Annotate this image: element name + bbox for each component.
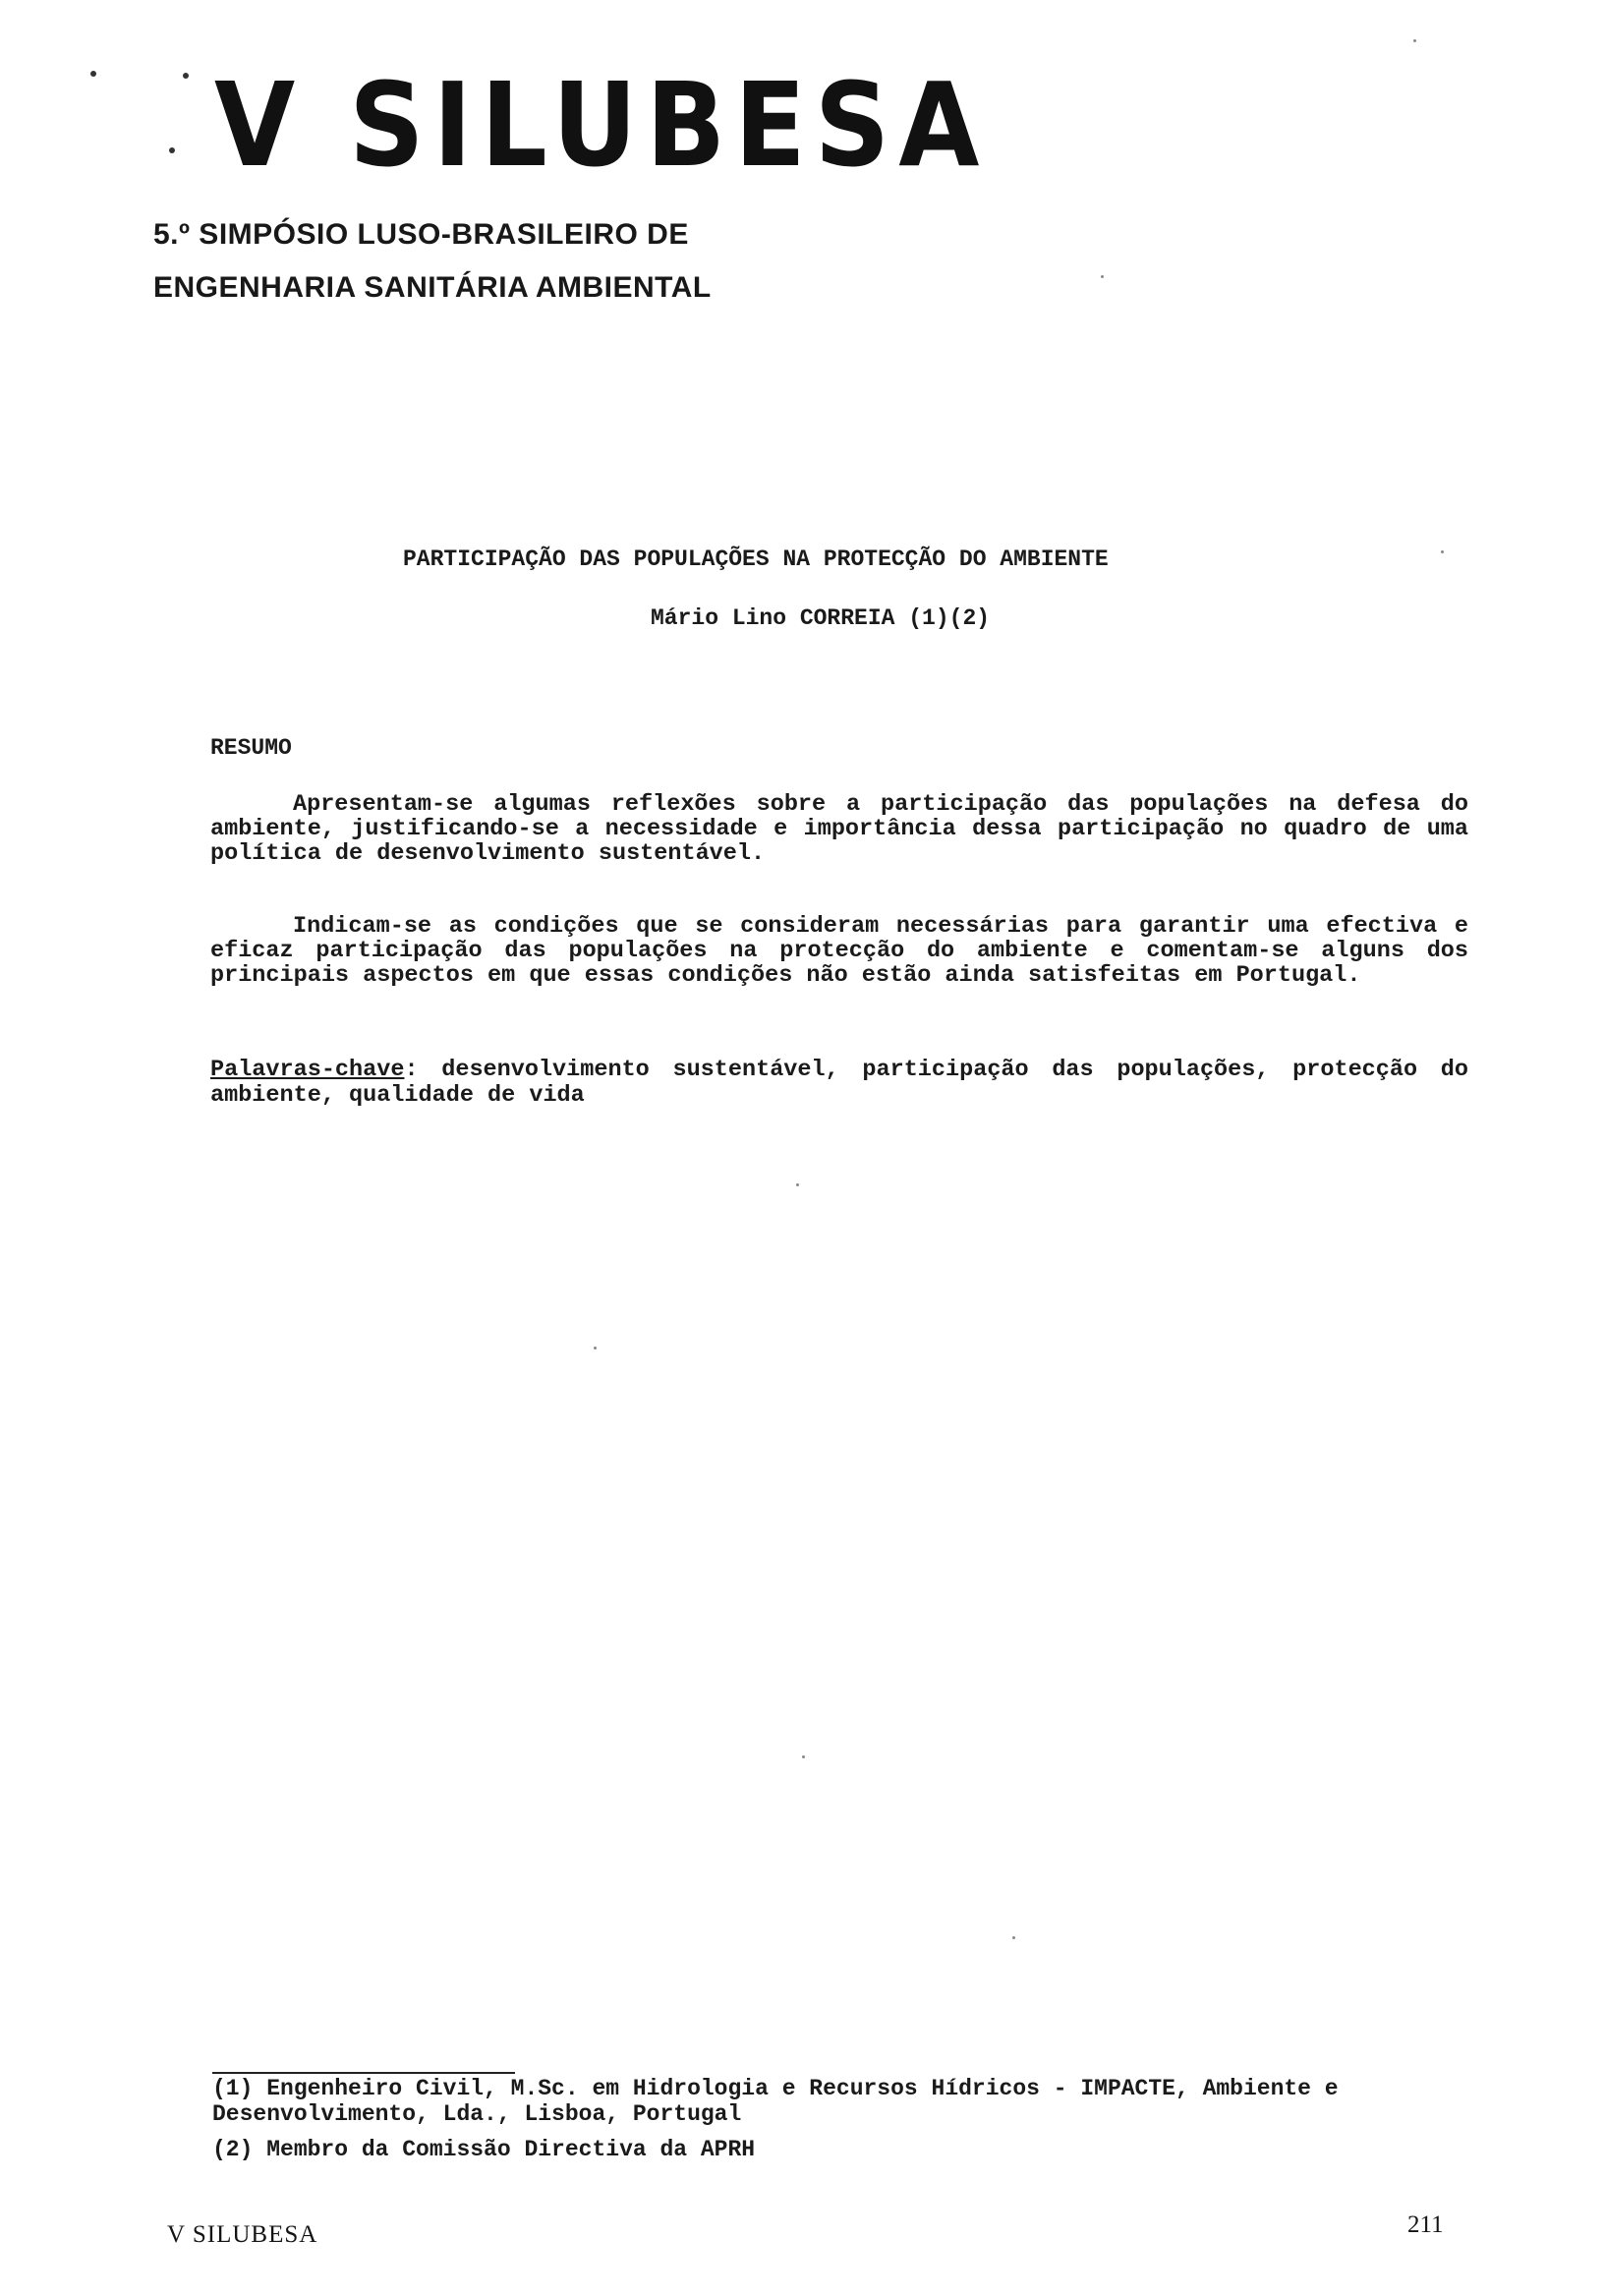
abstract-paragraph: Apresentam-se algumas reflexões sobre a participação das populações na defesa do ambiente, justificando-se a necessidade e importância dessa participação no quadro de uma política de desenvolvimento sustentável. bbox=[210, 791, 1468, 867]
abstract-paragraph: Indicam-se as condições que se consideram necessárias para garantir uma efectiva e eficaz participação das populações na protecção do ambiente e comentam-se alguns dos principais aspectos em que essas condições não estão ainda satisfeitas em Portugal. bbox=[210, 913, 1468, 989]
article-title: PARTICIPAÇÃO DAS POPULAÇÕES NA PROTECÇÃO DO AMBIENTE bbox=[403, 546, 1109, 572]
scan-speck bbox=[1413, 39, 1416, 42]
conference-name-line1: 5.º SIMPÓSIO LUSO-BRASILEIRO DE bbox=[153, 218, 689, 251]
conference-name-line2: ENGENHARIA SANITÁRIA AMBIENTAL bbox=[153, 271, 712, 304]
keywords-label: Palavras-chave bbox=[210, 1057, 405, 1083]
footnote: (2) Membro da Comissão Directiva da APRH bbox=[212, 2137, 756, 2162]
scan-speck bbox=[1101, 275, 1104, 278]
scan-speck bbox=[796, 1183, 799, 1186]
logo-speck bbox=[90, 71, 96, 77]
logo-speck bbox=[169, 147, 175, 153]
scan-speck bbox=[802, 1755, 805, 1758]
conference-logo: V SILUBESA bbox=[214, 57, 989, 193]
footer-conference: V SILUBESA bbox=[167, 2221, 318, 2248]
article-author: Mário Lino CORREIA (1)(2) bbox=[651, 605, 991, 631]
scan-speck bbox=[1441, 550, 1444, 553]
keywords bbox=[210, 1058, 1468, 1109]
footnote-rule bbox=[212, 2072, 515, 2074]
scan-speck bbox=[594, 1347, 597, 1349]
abstract-heading: RESUMO bbox=[210, 735, 292, 761]
scan-speck bbox=[1012, 1936, 1015, 1939]
keywords-list: : desenvolvimento sustentável, participação das populações, protecção do ambiente, qualidade de vida bbox=[210, 1057, 1468, 1109]
page-number: 211 bbox=[1407, 2211, 1444, 2238]
footnote: (1) Engenheiro Civil, M.Sc. em Hidrologia e Recursos Hídricos - IMPACTE, Ambiente e Desenvolvimento, Lda., Lisboa, Portugal bbox=[212, 2076, 1339, 2127]
logo-speck bbox=[183, 73, 189, 79]
